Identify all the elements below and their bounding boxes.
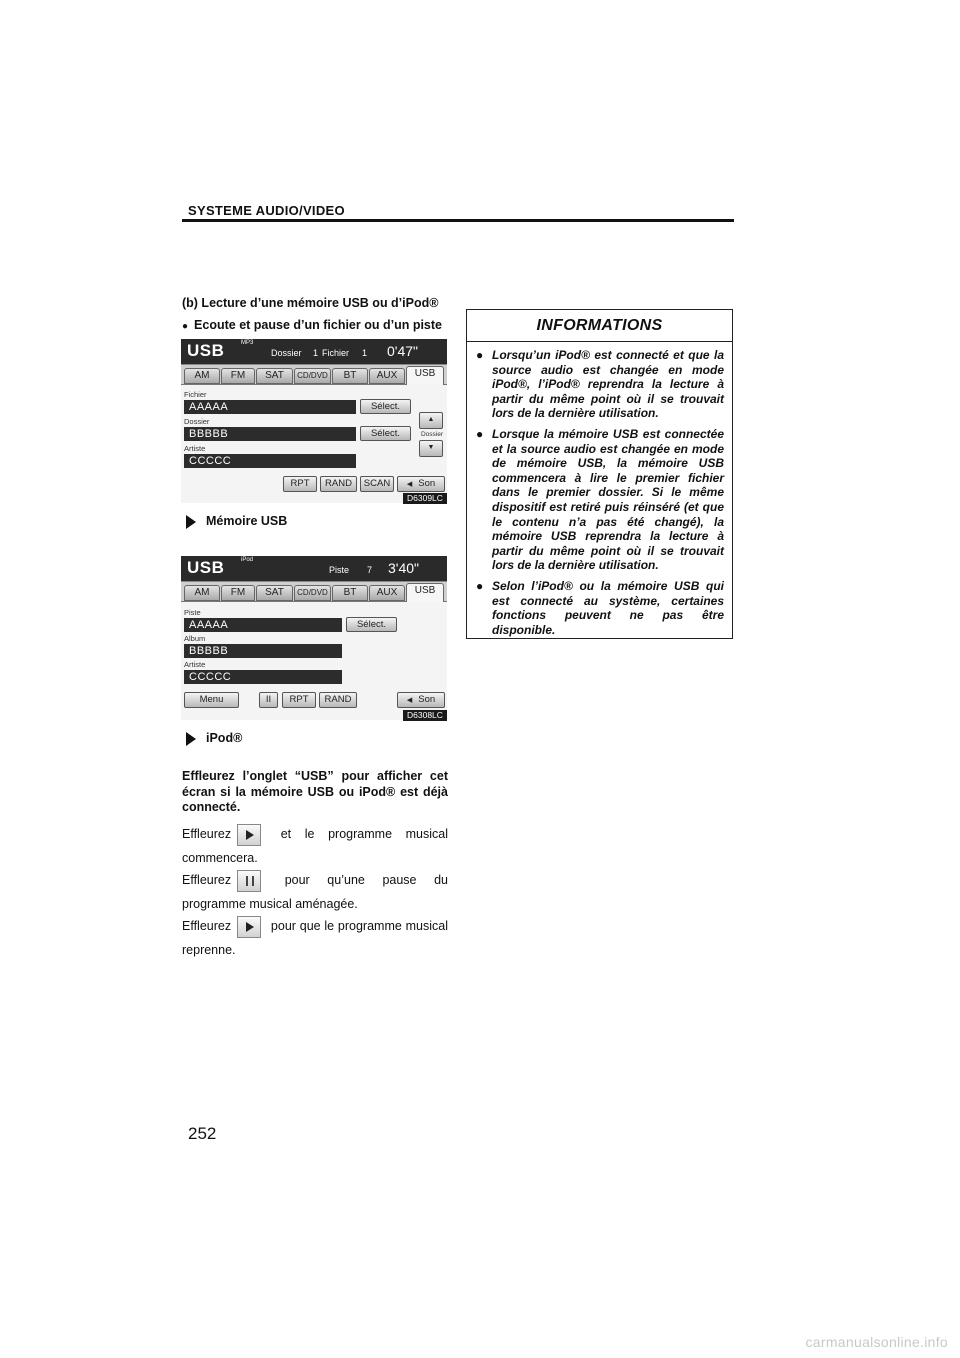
tab-usb[interactable]: USB bbox=[406, 366, 444, 385]
play-button[interactable] bbox=[237, 916, 261, 938]
folder-up-button[interactable] bbox=[419, 412, 443, 429]
folder-field-label: Dossier bbox=[184, 417, 210, 426]
repeat-button[interactable]: RPT bbox=[282, 692, 316, 708]
informations-list bbox=[467, 348, 732, 637]
bullet-icon: ● bbox=[182, 321, 189, 332]
format-label: iPod bbox=[241, 557, 254, 563]
track-label: Piste bbox=[329, 565, 350, 575]
play-icon bbox=[246, 922, 254, 932]
repeat-button[interactable]: RPT bbox=[283, 476, 317, 492]
tab-am[interactable]: AM bbox=[184, 368, 220, 384]
usb-screen bbox=[181, 339, 447, 503]
play-button[interactable] bbox=[237, 824, 261, 846]
folder-number: 1 bbox=[313, 348, 319, 358]
sub-subheading: ● Ecoute et pause d’un fichier ou d’un piste bbox=[182, 318, 442, 332]
tab-fm[interactable]: FM bbox=[221, 585, 255, 601]
play-icon bbox=[246, 830, 254, 840]
figure-caption-usb: Mémoire USB bbox=[186, 514, 287, 529]
tab-fm[interactable]: FM bbox=[221, 368, 255, 384]
album-field-label: Album bbox=[184, 634, 206, 643]
tab-cd-dvd[interactable]: CD/DVD bbox=[294, 585, 331, 601]
speaker-icon: ◀ bbox=[406, 697, 413, 704]
figure-code: D6308LC bbox=[403, 710, 447, 721]
sound-button[interactable]: ◀ Son bbox=[397, 476, 445, 492]
track-number: 7 bbox=[367, 565, 373, 575]
random-button[interactable]: RAND bbox=[320, 476, 357, 492]
source-label: USB bbox=[187, 341, 225, 360]
list-item: ● Lorsque la mémoire USB est connectée et la source audio est changée en mode de mémoire USB, la mémoire USB commencera à lire le premier fichier dans le premier dossier. Si le même dispositif est retiré puis réinséré (et que le contenu n’a pas été changé), la mémoire USB reprendra la lecture à partir du même point où il se trouvait lors de la dernière utilisation. bbox=[476, 426, 724, 573]
folder-field: BBBBB bbox=[184, 427, 356, 441]
figure-code: D6309LC bbox=[403, 493, 447, 504]
random-button[interactable]: RAND bbox=[319, 692, 357, 708]
tab-cd-dvd[interactable]: CD/DVD bbox=[294, 368, 331, 384]
down-arrow-icon: ▼ bbox=[427, 444, 435, 451]
folder-button-label: Dossier bbox=[420, 431, 444, 438]
bullet-icon: ● bbox=[476, 426, 484, 441]
tab-bt[interactable]: BT bbox=[332, 368, 368, 384]
list-item: ● Lorsqu’un iPod® est connecté et que la source audio est changée en mode iPod®, l’iPod® reprendra la lecture à partir du même point où il se trouvait lors de la dernière utilisation. bbox=[476, 348, 724, 421]
track-field-label: Piste bbox=[184, 608, 201, 617]
source-tabs bbox=[181, 581, 447, 602]
sound-button[interactable]: ◀ Son bbox=[397, 692, 445, 708]
file-select-button[interactable]: Sélect. bbox=[360, 399, 411, 414]
informations-box bbox=[466, 309, 733, 639]
artist-field-label: Artiste bbox=[184, 660, 206, 669]
pause-paragraph: Effleurez pour qu’une pause du programme musical aménagée. bbox=[182, 868, 448, 916]
folder-select-button[interactable]: Sélect. bbox=[360, 426, 411, 441]
tab-usb[interactable]: USB bbox=[406, 583, 444, 602]
menu-button[interactable]: Menu bbox=[184, 692, 239, 708]
watermark: carmanualsonline.info bbox=[805, 1334, 948, 1350]
elapsed-time: 0'47" bbox=[387, 343, 419, 359]
folder-down-button[interactable] bbox=[419, 440, 443, 457]
section-title: SYSTEME AUDIO/VIDEO bbox=[188, 203, 345, 218]
format-label: MP3 bbox=[241, 340, 254, 346]
ipod-screen bbox=[181, 556, 447, 720]
album-field: BBBBB bbox=[184, 644, 342, 658]
elapsed-time: 3'40" bbox=[388, 560, 420, 576]
artist-field: CCCCC bbox=[184, 670, 342, 684]
scan-button[interactable]: SCAN bbox=[360, 476, 394, 492]
bullet-icon: ● bbox=[476, 578, 484, 593]
file-field-label: Fichier bbox=[184, 390, 207, 399]
folder-label: Dossier bbox=[271, 348, 302, 358]
triangle-bullet-icon bbox=[186, 732, 196, 746]
subsection-heading: (b) Lecture d’une mémoire USB ou d’iPod® bbox=[182, 296, 439, 310]
tab-aux[interactable]: AUX bbox=[369, 368, 405, 384]
file-number: 1 bbox=[362, 348, 368, 358]
file-label: Fichier bbox=[322, 348, 350, 358]
intro-paragraph: Effleurez l’onglet “USB” pour afficher cet écran si la mémoire USB ou iPod® est déjà connecté. bbox=[182, 769, 448, 814]
bullet-icon: ● bbox=[476, 348, 484, 362]
artist-field-label: Artiste bbox=[184, 444, 206, 453]
pause-button[interactable]: II bbox=[259, 692, 278, 708]
track-field: AAAAA bbox=[184, 618, 342, 632]
speaker-icon: ◀ bbox=[406, 481, 413, 488]
resume-paragraph: Effleurez pour que le programme musical reprenne. bbox=[182, 914, 448, 962]
ipod-screen-status-bar bbox=[181, 556, 447, 581]
file-field: AAAAA bbox=[184, 400, 356, 414]
figure-caption-ipod: iPod® bbox=[186, 731, 242, 746]
source-tabs bbox=[181, 364, 447, 385]
pause-icon bbox=[246, 876, 254, 886]
pause-button[interactable] bbox=[237, 870, 261, 892]
tab-am[interactable]: AM bbox=[184, 585, 220, 601]
usb-screen-status-bar bbox=[181, 339, 447, 364]
play-paragraph: Effleurez et le programme musical commencera. bbox=[182, 822, 448, 870]
tab-bt[interactable]: BT bbox=[332, 585, 368, 601]
source-label: USB bbox=[187, 558, 225, 577]
track-select-button[interactable]: Sélect. bbox=[346, 617, 397, 632]
up-arrow-icon: ▲ bbox=[427, 416, 435, 423]
page-number: 252 bbox=[188, 1124, 217, 1143]
list-item: ● Selon l’iPod® ou la mémoire USB qui est connecté au système, certaines fonctions peuvent ne pas être disponible. bbox=[476, 578, 724, 637]
artist-field: CCCCC bbox=[184, 454, 356, 468]
tab-sat[interactable]: SAT bbox=[256, 585, 293, 601]
tab-sat[interactable]: SAT bbox=[256, 368, 293, 384]
informations-title: INFORMATIONS bbox=[467, 310, 732, 342]
triangle-bullet-icon bbox=[186, 515, 196, 529]
tab-aux[interactable]: AUX bbox=[369, 585, 405, 601]
header-rule bbox=[182, 219, 734, 222]
